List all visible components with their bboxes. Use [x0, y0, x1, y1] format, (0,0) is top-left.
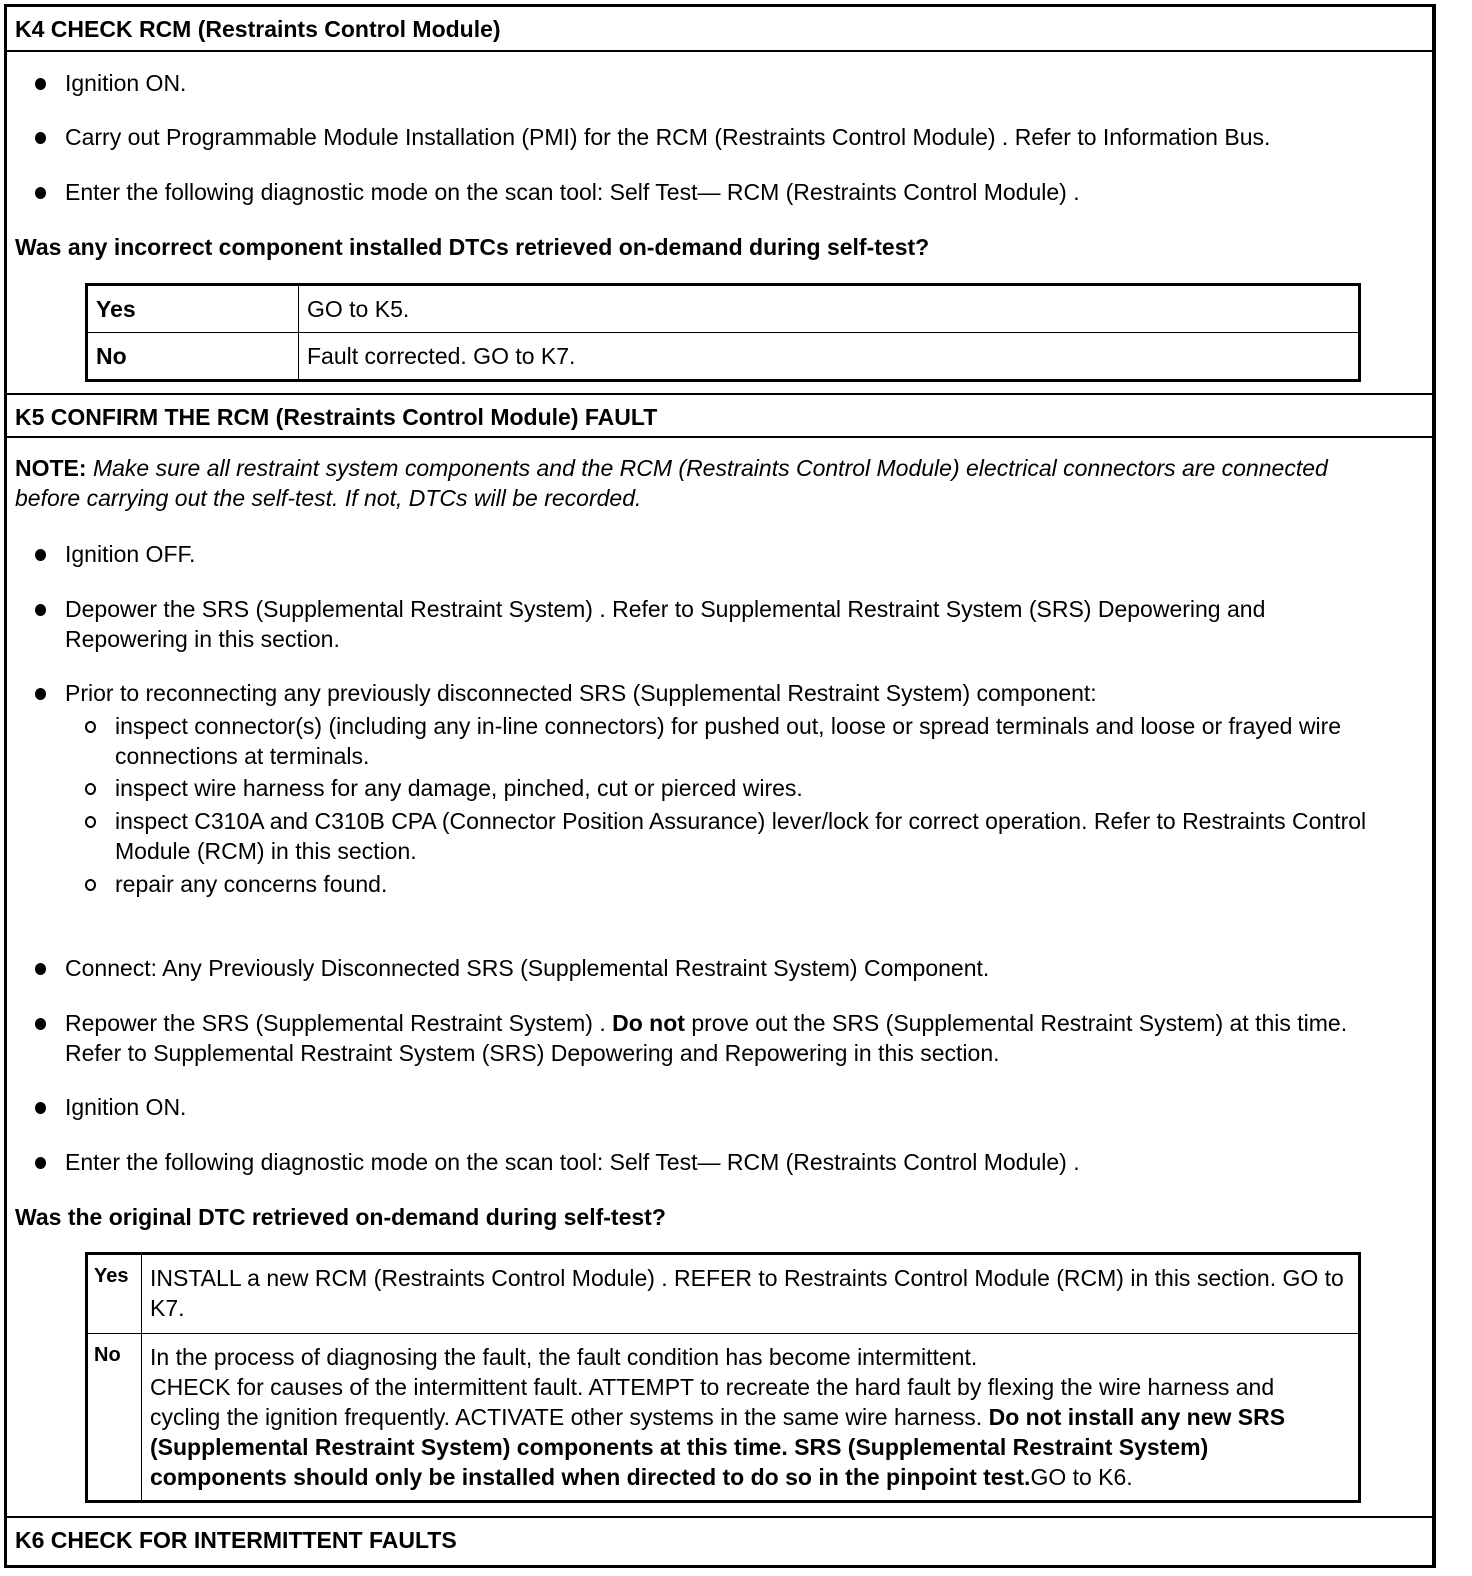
k4-answer-table: [85, 283, 1361, 382]
k5-sub-inspect-connectors: inspect connector(s) (including any in-line connectors) for pushed out, loose or spread terminals and loose or frayed wire connections at terminals.: [115, 711, 1392, 771]
pinpoint-test-frame: [4, 4, 1436, 1568]
answer-row-no: [87, 333, 1360, 381]
repower-text-rest: prove out the SRS (Supplemental Restraint System) at this time. Refer to Supplemental Restraint System (SRS) Depowering and Repowering in this section.: [65, 1010, 1348, 1066]
do-not-emphasis: Do not: [612, 1010, 685, 1036]
answer-no-label: No: [87, 333, 299, 381]
step-k5-title: K5 CONFIRM THE RCM (Restraints Control Module) FAULT: [7, 393, 1432, 438]
k5-bullet-repower: [65, 1008, 1392, 1068]
answer-yes-label: Yes: [87, 1254, 142, 1334]
no-text-warning: Do not install any new SRS (Supplemental Restraint System) components at this time. SRS (Supplemental Restraint System) components should only be installed when directed to do so in the pinpoint test.: [150, 1404, 1286, 1490]
answer-no-text: [142, 1334, 1360, 1502]
repower-text: Repower the SRS (Supplemental Restraint System) .: [65, 1010, 613, 1036]
k4-bullet-ignition-on: Ignition ON.: [65, 68, 1392, 98]
k5-sub-inspect-cpa: inspect C310A and C310B CPA (Connector Position Assurance) lever/lock for correct operation. Refer to Restraints Control Module (RCM) in this section.: [115, 806, 1392, 866]
k5-bullet-depower: Depower the SRS (Supplemental Restraint System) . Refer to Supplemental Restraint System (SRS) Depowering and Repowering in this section.: [65, 594, 1392, 654]
answer-no-label: No: [87, 1334, 142, 1502]
answer-row-yes: [87, 1254, 1360, 1334]
k5-sub-inspect-harness: inspect wire harness for any damage, pinched, cut or pierced wires.: [115, 773, 1392, 803]
k5-bullet-prior-reconnect: Prior to reconnecting any previously disconnected SRS (Supplemental Restraint System) component:: [65, 678, 1392, 708]
answer-yes-text: GO to K5.: [299, 285, 1360, 333]
k5-sub-repair: repair any concerns found.: [115, 869, 1392, 899]
k5-bullet-connect: Connect: Any Previously Disconnected SRS (Supplemental Restraint System) Component.: [65, 953, 1392, 983]
answer-no-text: Fault corrected. GO to K7.: [299, 333, 1360, 381]
k5-note: [15, 453, 1392, 513]
no-text-line-2: CHECK for causes of the intermittent fault. ATTEMPT to recreate the hard fault by flexing the wire harness and cycling the ignition frequently. ACTIVATE other systems in the same wire harness.: [150, 1374, 1275, 1430]
k5-bullet-ignition-off: Ignition OFF.: [65, 539, 1392, 569]
note-text: Make sure all restraint system components and the RCM (Restraints Control Module) electrical connectors are connected before carrying out the self-test. If not, DTCs will be recorded.: [15, 455, 1328, 511]
answer-row-no: [87, 1334, 1360, 1502]
k4-question: Was any incorrect component installed DTCs retrieved on-demand during self-test?: [15, 234, 930, 260]
k4-bullet-self-test: Enter the following diagnostic mode on the scan tool: Self Test— RCM (Restraints Control Module) .: [65, 177, 1392, 207]
answer-row-yes: [87, 285, 1360, 333]
step-k6-title: K6 CHECK FOR INTERMITTENT FAULTS: [7, 1516, 1432, 1561]
k5-bullet-ignition-on: Ignition ON.: [65, 1092, 1392, 1122]
answer-yes-label: Yes: [87, 285, 299, 333]
answer-yes-text: INSTALL a new RCM (Restraints Control Module) . REFER to Restraints Control Module (RCM) in this section. GO to K7.: [142, 1254, 1360, 1334]
step-k4-title: K4 CHECK RCM (Restraints Control Module): [7, 7, 1432, 52]
k4-bullet-pmi: Carry out Programmable Module Installation (PMI) for the RCM (Restraints Control Module) . Refer to Information Bus.: [65, 122, 1392, 152]
k5-bullet-self-test: Enter the following diagnostic mode on the scan tool: Self Test— RCM (Restraints Control Module) .: [65, 1147, 1392, 1177]
k5-answer-table: [85, 1252, 1361, 1503]
k5-question: Was the original DTC retrieved on-demand during self-test?: [15, 1204, 666, 1230]
no-goto: GO to K6.: [1030, 1464, 1133, 1490]
no-text-line-1: In the process of diagnosing the fault, the fault condition has become intermittent.: [150, 1344, 978, 1370]
note-label: NOTE:: [15, 455, 87, 481]
